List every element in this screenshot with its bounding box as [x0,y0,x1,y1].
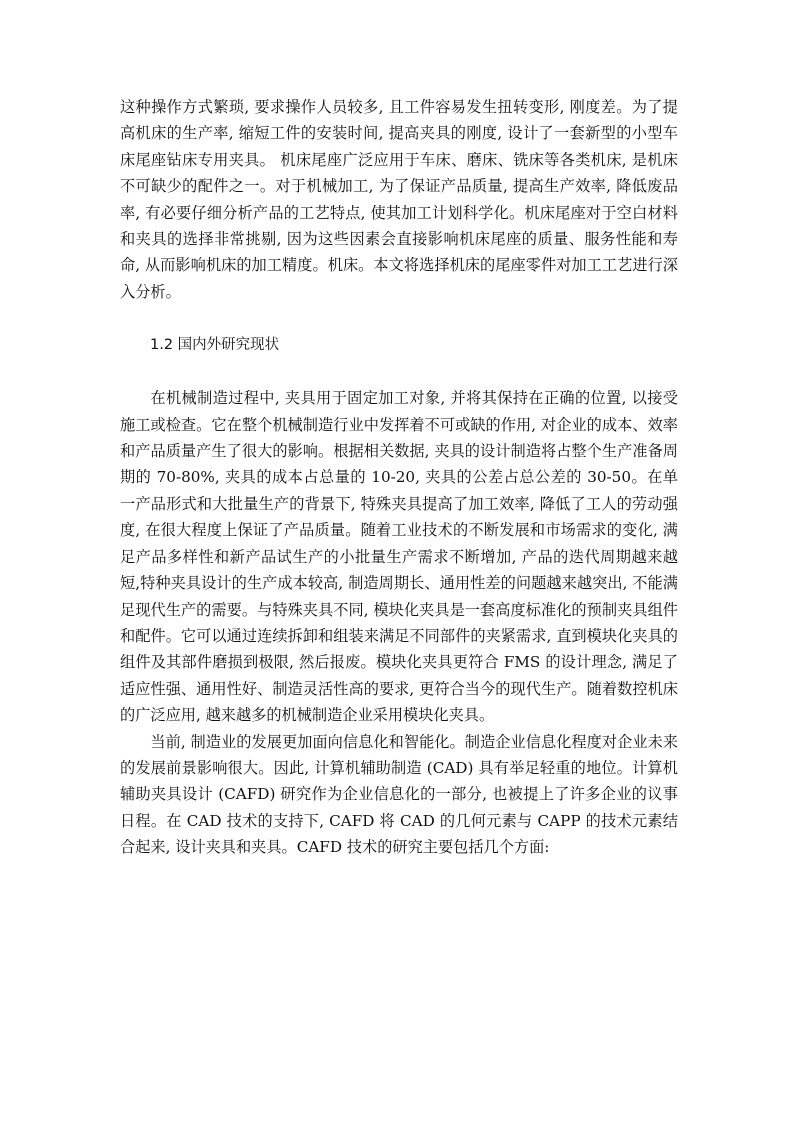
spacer [120,372,678,385]
section-heading: 1.2 国内外研究现状 [150,337,280,354]
paragraph-informatization: 当前, 制造业的发展更加面向信息化和智能化。制造企业信息化程度对企业未来的发展前景影响很大。因此, 计算机辅助制造 (CAD) 具有举足轻重的地位。计算机辅助夹具设计 (CAFD) 研究作为企业信息化的一部分, 也被提上了许多企业的议事日程。在 CAD 技术的支持下, CAFD 将 CAD 的几何元素与 CAPP 的技术元素结合起来, 设计夹具和夹具。CAFD 技术的研究主要包括几个方面: [120,732,678,857]
document-body [120,94,678,861]
paragraph-intro: 这种操作方式繁琐, 要求操作人员较多, 且工件容易发生扭转变形, 刚度差。为了提高机床的生产率, 缩短工件的安装时间, 提高夹具的刚度, 设计了一套新型的小型车床尾座钻床专用夹具。 机床尾座广泛应用于车床、磨床、铣床等各类机床, 是机床不可缺少的配件之一。对于机械加工, 为了保证产品质量, 提高生产效率, 降低废品率, 有必要仔细分析产品的工艺特点, 使其加工计划科学化。机床尾座对于空白材料和夹具的选择非常挑剔, 因为这些因素会直接影响机床尾座的质量、服务性能和寿命, 从而影响机床的加工精度。机床。本文将选择机床的尾座零件对加工工艺进行深入分析。 [120,98,678,301]
paragraph-research-status: 在机械制造过程中, 夹具用于固定加工对象, 并将其保持在正确的位置, 以接受施工或检查。它在整个机械制造行业中发挥着不可或缺的作用, 对企业的成本、效率和产品质量产生了很大的影响。根据相关数据, 夹具的设计制造将占整个生产准备周期的 70-80%, 夹具的成本占总量的 10-20, 夹具的公差占总公差的 30-50。在单一产品形式和大批量生产的背景下, 特殊夹具提高了加工效率, 降低了工人的劳动强度, 在很大程度上保证了产品质量。随着工业技术的不断发展和市场需求的变化, 满足产品多样性和新产品试生产的小批量生产需求不断增加, 产品的迭代周期越来越短,特种夹具设计的生产成本较高, 制造周期长、通用性差的问题越来越突出, 不能满足现代生产的需要。与特殊夹具不同, 模块化夹具是一套高度标准化的预制夹具组件和配件。它可以通过连续拆卸和组装来满足不同部件的夹紧需求, 直到模块化夹具的组件及其部件磨损到极限, 然后报废。模块化夹具更符合 FMS 的设计理念, 满足了适应性强、通用性好、制造灵活性高的要求, 更符合当今的现代生产。随着数控机床的广泛应用, 越来越多的机械制造企业采用模块化夹具。 [120,389,678,725]
spacer [120,305,678,318]
